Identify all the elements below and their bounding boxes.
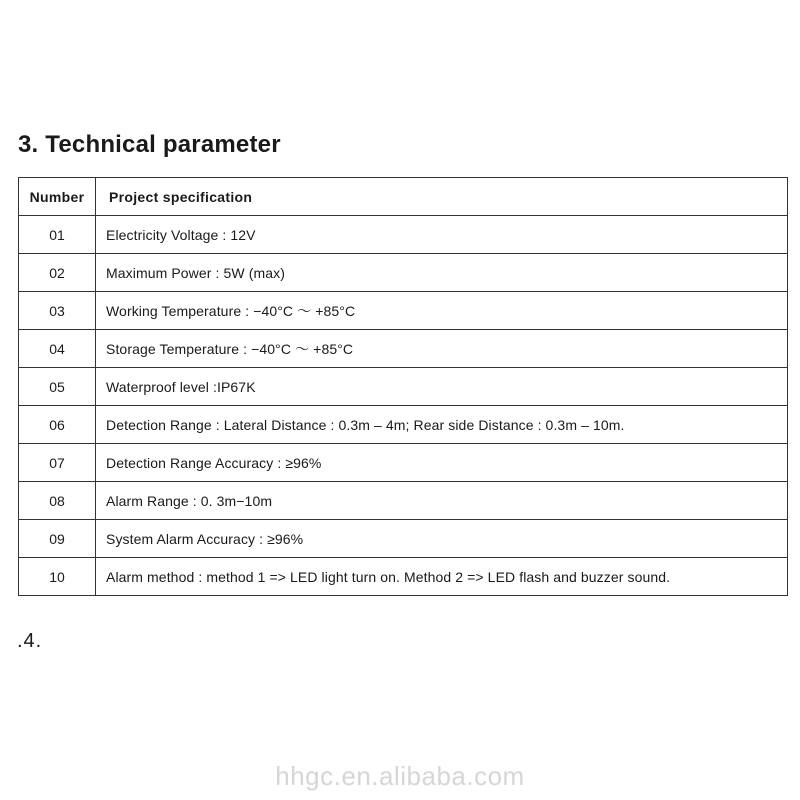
row-number: 04 (19, 330, 96, 368)
row-specification: Electricity Voltage : 12V (96, 216, 788, 254)
header-project-specification: Project specification (96, 178, 788, 216)
table-row (19, 406, 788, 444)
row-number: 09 (19, 520, 96, 558)
table-row (19, 368, 788, 406)
row-specification: Storage Temperature : −40°C ～ +85°C (96, 330, 788, 368)
table-row (19, 482, 788, 520)
row-specification: Detection Range : Lateral Distance : 0.3m – 4m; Rear side Distance : 0.3m – 10m. (96, 406, 788, 444)
table-row (19, 330, 788, 368)
row-specification: Detection Range Accuracy : ≥96% (96, 444, 788, 482)
section-title: 3. Technical parameter (18, 131, 281, 158)
row-number: 01 (19, 216, 96, 254)
row-number: 06 (19, 406, 96, 444)
row-number: 02 (19, 254, 96, 292)
row-specification: Alarm method : method 1 => LED light turn on. Method 2 => LED flash and buzzer sound. (96, 558, 788, 596)
row-specification: System Alarm Accuracy : ≥96% (96, 520, 788, 558)
table-body (19, 216, 788, 596)
row-specification: Alarm Range : 0. 3m−10m (96, 482, 788, 520)
row-number: 08 (19, 482, 96, 520)
row-specification: Working Temperature : −40°C ～ +85°C (96, 292, 788, 330)
table-row (19, 558, 788, 596)
row-specification: Maximum Power : 5W (max) (96, 254, 788, 292)
row-number: 10 (19, 558, 96, 596)
watermark: hhgc.en.alibaba.com (275, 761, 525, 791)
table-row (19, 520, 788, 558)
row-specification: Waterproof level :IP67K (96, 368, 788, 406)
table-row (19, 292, 788, 330)
header-number: Number (19, 178, 96, 216)
technical-parameter-table (18, 177, 788, 596)
section-marker: .4. (17, 630, 43, 652)
row-number: 03 (19, 292, 96, 330)
table-row (19, 444, 788, 482)
table-header-row (19, 178, 788, 216)
table-row (19, 216, 788, 254)
row-number: 07 (19, 444, 96, 482)
row-number: 05 (19, 368, 96, 406)
table-row (19, 254, 788, 292)
